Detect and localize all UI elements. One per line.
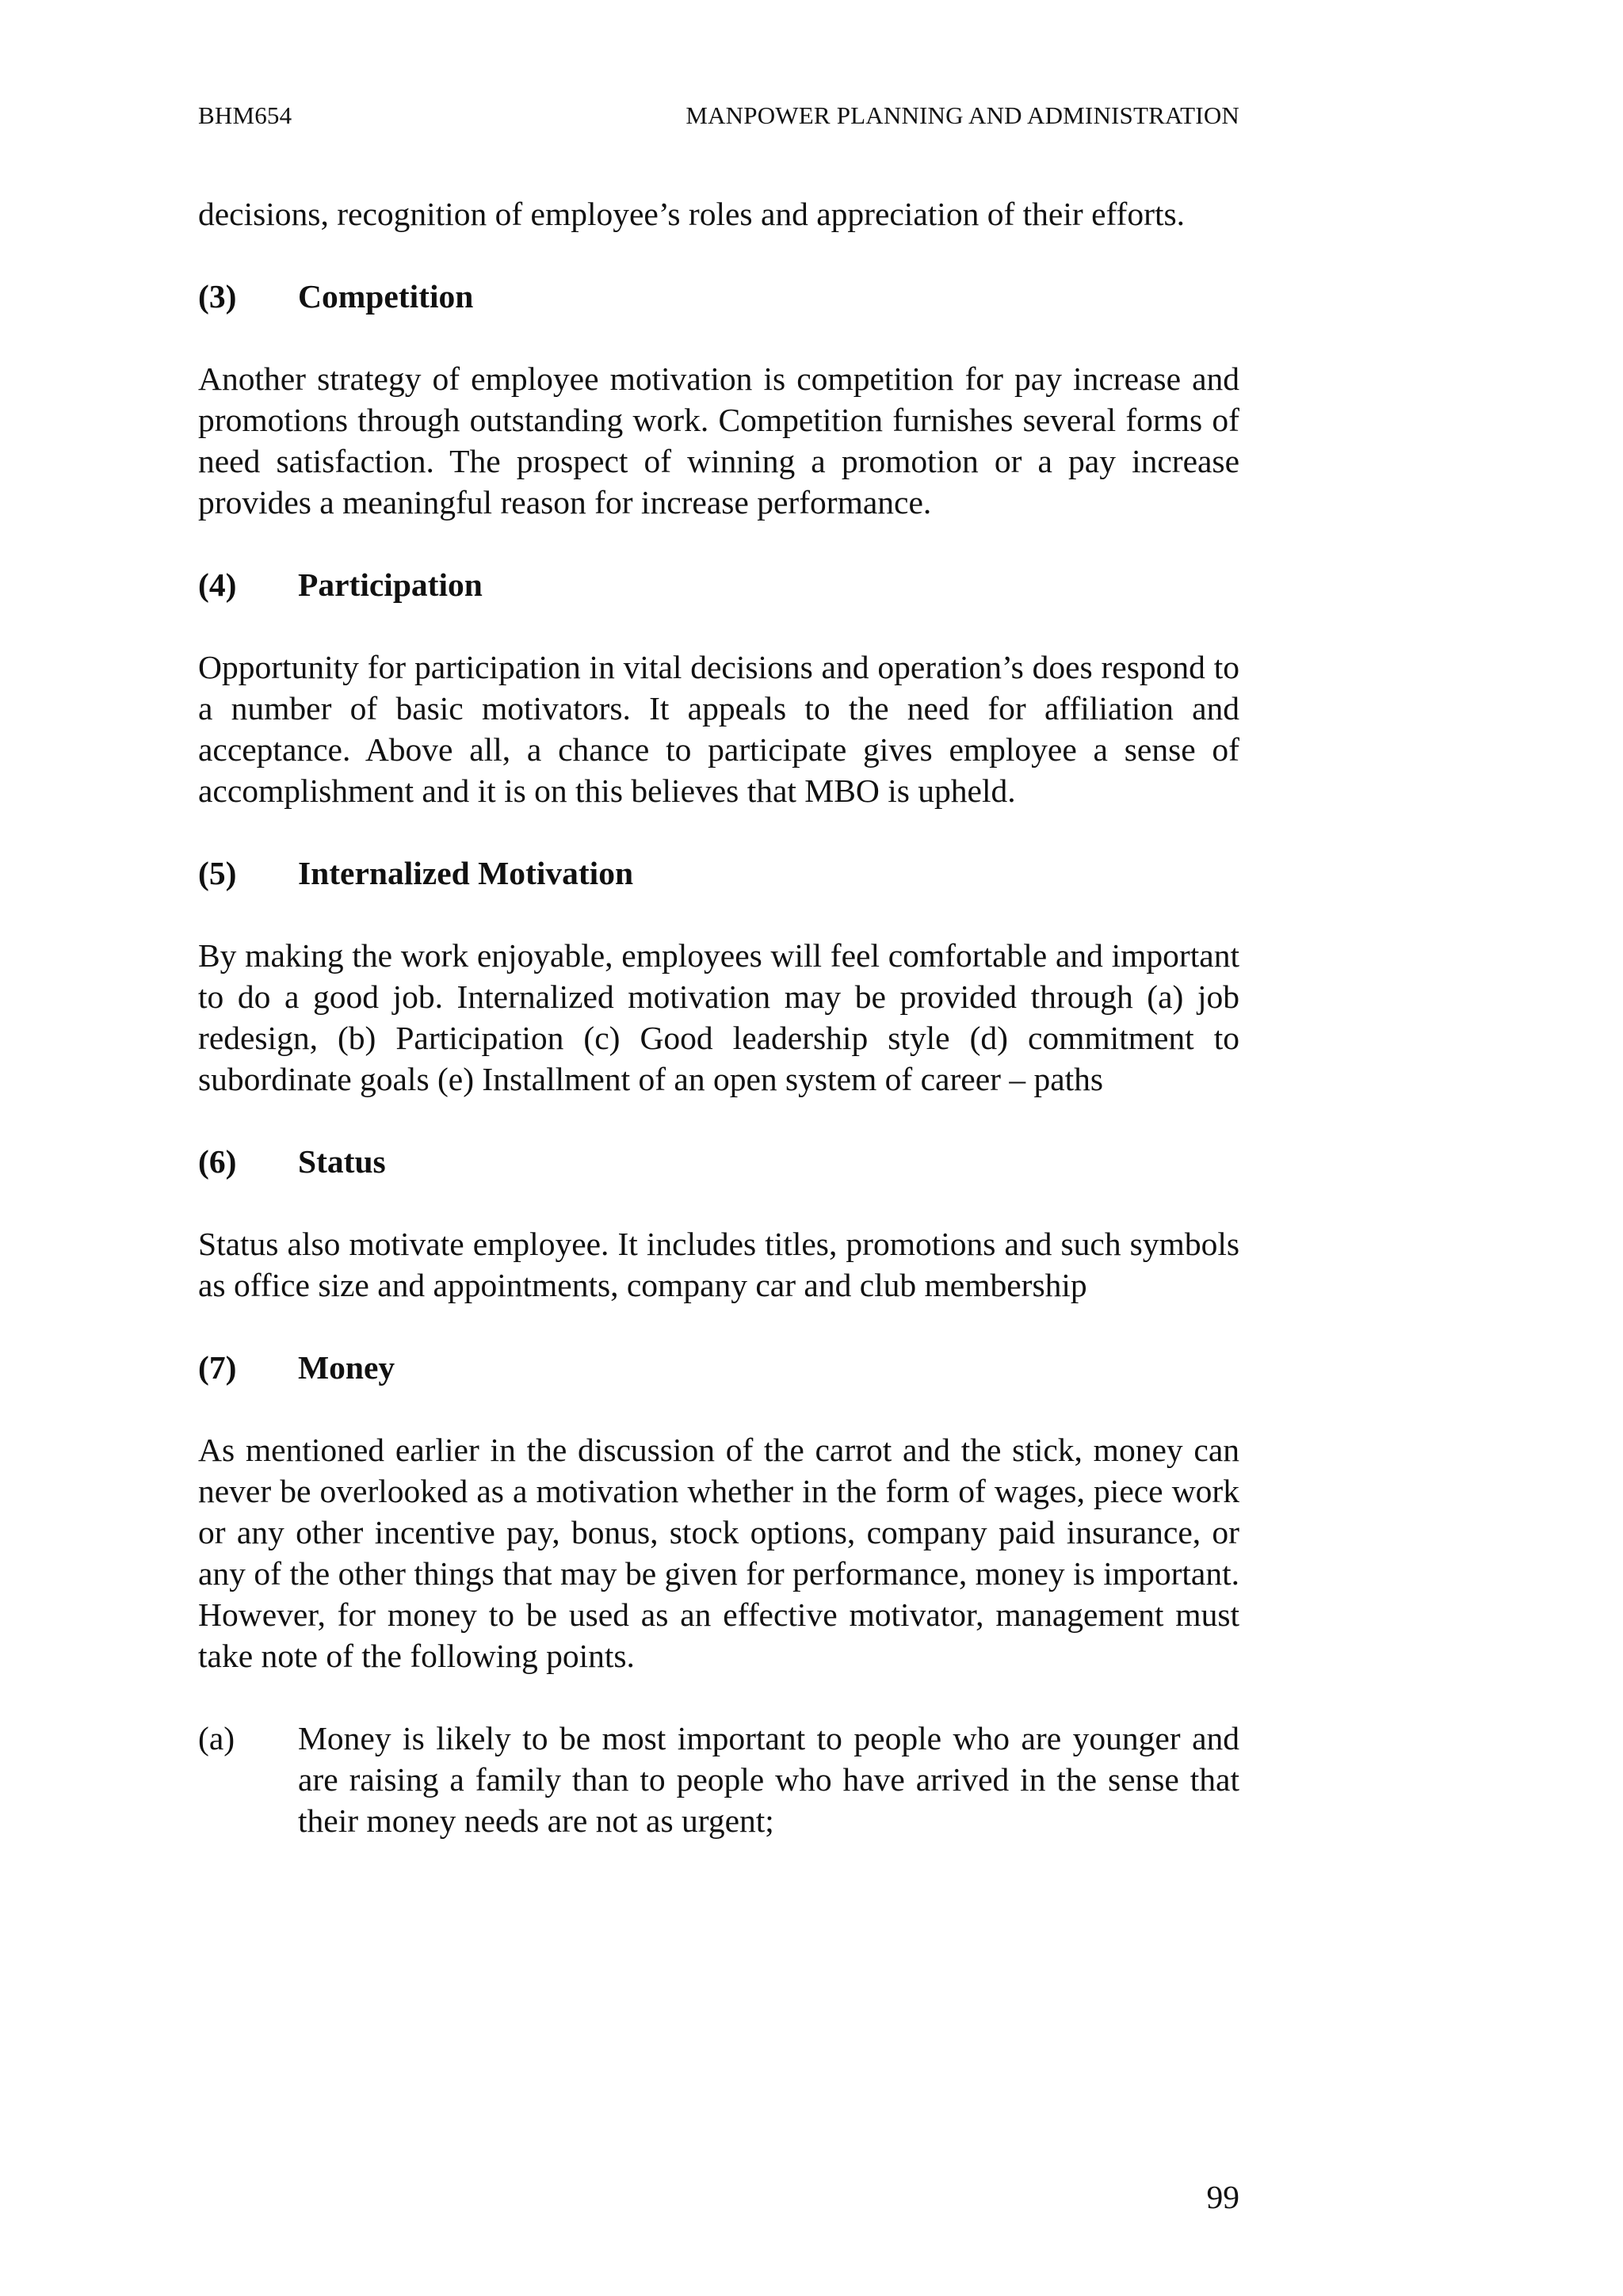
section-heading-internalized-motivation bbox=[198, 852, 1239, 894]
section-paragraph-internalized-motivation: By making the work enjoyable, employees will feel comfortable and important to do a good job. Internalized motivation may be provided through (a) job redesign, (b) Participation (c) Good leadership style (d) commitment to subordinate goals (e) Installment of an open system of career – paths bbox=[198, 937, 1239, 1097]
section-number: (7) bbox=[198, 1349, 237, 1386]
section-title: Internalized Motivation bbox=[298, 855, 634, 891]
page-number: 99 bbox=[1206, 2179, 1239, 2215]
course-code: BHM654 bbox=[198, 101, 292, 129]
list-item-marker: (a) bbox=[198, 1720, 235, 1756]
body-content bbox=[198, 193, 1239, 1841]
list-item bbox=[198, 1718, 1239, 1841]
intro-paragraph: decisions, recognition of employee’s roles and appreciation of their efforts. bbox=[198, 196, 1185, 232]
section-heading-competition bbox=[198, 276, 1239, 317]
running-header bbox=[198, 100, 1239, 132]
section-paragraph-money: As mentioned earlier in the discussion of the carrot and the stick, money can never be overlooked as a motivation whether in the form of wages, piece work or any other incentive pay, bonus, stock options, company paid insurance, or any of the other things that may be given for performance, money is important. However, for money to be used as an effective motivator, management must take note of the following points. bbox=[198, 1432, 1239, 1674]
document-page bbox=[198, 0, 1239, 2296]
section-number: (5) bbox=[198, 855, 237, 891]
section-heading-participation bbox=[198, 564, 1239, 605]
section-title: Status bbox=[298, 1143, 386, 1180]
section-title: Competition bbox=[298, 278, 474, 315]
section-number: (6) bbox=[198, 1143, 237, 1180]
section-paragraph-competition: Another strategy of employee motivation is competition for pay increase and promotions through outstanding work. Competition furnishes several forms of need satisfaction. The prospect of winning a promotion or a pay increase provides a meaningful reason for increase performance. bbox=[198, 360, 1239, 521]
list-item-text: Money is likely to be most important to people who are younger and are raising a family than to people who have arrived in the sense that their money needs are not as urgent; bbox=[298, 1720, 1239, 1839]
section-paragraph-participation: Opportunity for participation in vital decisions and operation’s does respond to a number of basic motivators. It appeals to the need for affiliation and acceptance. Above all, a chance to participate gives employee a sense of accomplishment and it is on this believes that MBO is upheld. bbox=[198, 649, 1239, 809]
course-title: MANPOWER PLANNING AND ADMINISTRATION bbox=[685, 101, 1239, 129]
section-number: (4) bbox=[198, 566, 237, 603]
section-heading-money bbox=[198, 1347, 1239, 1388]
section-paragraph-status: Status also motivate employee. It includes titles, promotions and such symbols as office size and appointments, company car and club membership bbox=[198, 1226, 1239, 1303]
section-number: (3) bbox=[198, 278, 237, 315]
section-heading-status bbox=[198, 1141, 1239, 1182]
section-title: Participation bbox=[298, 566, 483, 603]
section-title: Money bbox=[298, 1349, 395, 1386]
